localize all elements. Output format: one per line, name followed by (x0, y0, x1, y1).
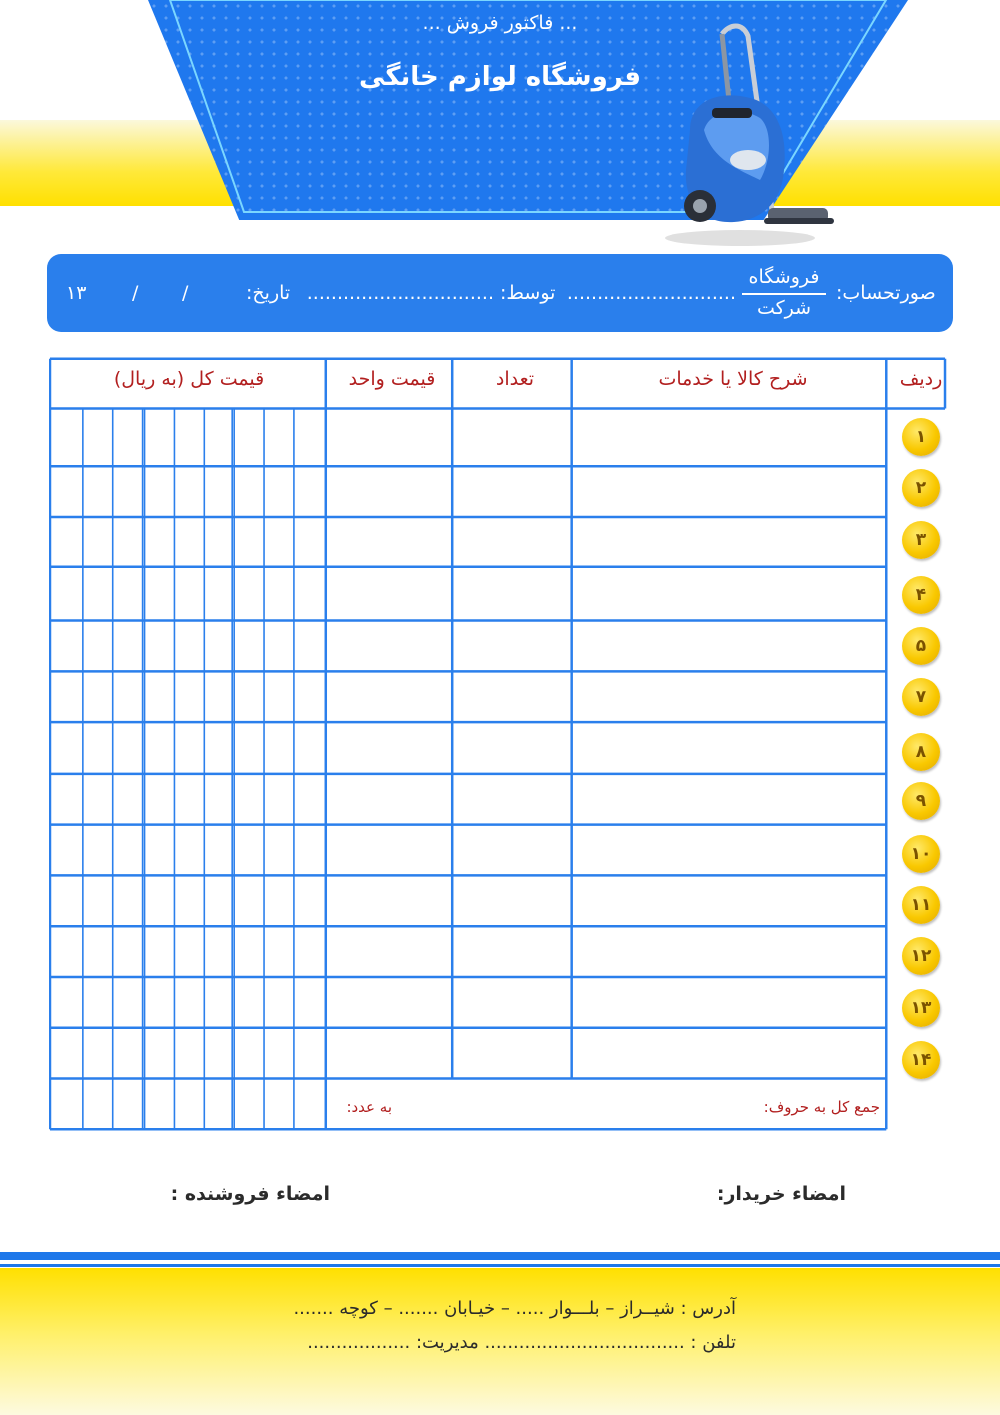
invoice-table-grid (49, 357, 949, 1133)
by-field[interactable]: ............................... (306, 282, 494, 304)
footer-phone: تلفن : ................................... مدیریت: .................. (307, 1332, 736, 1353)
header-total-price: قیمت کل (به ریال) (113, 368, 265, 390)
vacuum-cleaner-icon (660, 10, 850, 250)
date-label: تاریخ: (246, 282, 291, 304)
buyer-signature-label: امضاء خریدار: (716, 1183, 846, 1205)
row-number-badge: ۱۴ (902, 1041, 940, 1079)
total-in-words-label: جمع کل به حروف: (763, 1098, 880, 1116)
invoice-subtitle: ... فاکتور فروش ... (422, 12, 578, 34)
seller-signature-label: امضاء فروشنده : (170, 1183, 330, 1205)
row-number-badge: ۱ (902, 418, 940, 456)
row-number-badge: ۴ (902, 576, 940, 614)
fraction-line (742, 293, 826, 295)
row-number-badge: ۷ (902, 678, 940, 716)
by-label: توسط: (500, 282, 556, 304)
footer-address: آدرس : شیــراز – بلـــوار ..... – خیـابان ....... – کوچه ....... (293, 1298, 736, 1319)
date-separator-2: / (132, 282, 139, 304)
row-number-badge: ۱۰ (902, 835, 940, 873)
total-in-numbers-label: به عدد: (346, 1098, 392, 1116)
footer-blue-line (0, 1252, 1000, 1260)
store-field[interactable]: ............................ (566, 282, 736, 304)
footer-blue-line-thin (0, 1264, 1000, 1267)
date-year-prefix: ۱۳ (66, 282, 87, 304)
header-description: شرح کالا یا خدمات (658, 368, 808, 390)
header-row-number: ردیف (899, 368, 943, 390)
row-number-badge: ۱۱ (902, 886, 940, 924)
row-number-badge: ۲ (902, 469, 940, 507)
header-unit-price: قیمت واحد (348, 368, 436, 390)
row-number-badge: ۸ (902, 733, 940, 771)
company-option-label: شرکت (756, 297, 812, 319)
store-title: فروشگاه لوازم خانگی (359, 62, 641, 92)
invoice-label: صورتحساب: (836, 282, 936, 304)
store-option-label: فروشگاه (748, 266, 820, 288)
header-quantity: تعداد (495, 368, 535, 390)
row-number-badge: ۱۳ (902, 989, 940, 1027)
row-number-badge: ۹ (902, 782, 940, 820)
date-separator-1: / (182, 282, 189, 304)
row-number-badge: ۱۲ (902, 937, 940, 975)
row-number-badge: ۳ (902, 521, 940, 559)
row-number-badge: ۵ (902, 627, 940, 665)
